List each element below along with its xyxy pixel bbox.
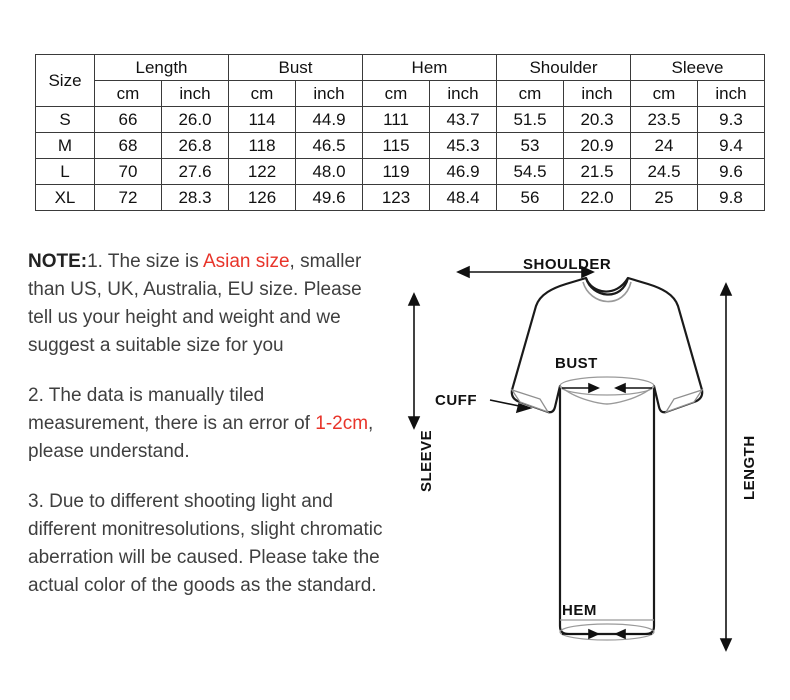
notes-section [28, 248, 388, 622]
note-1-pre: 1. The size is [87, 251, 203, 272]
table-cell: 46.9 [430, 159, 497, 185]
table-cell: 111 [363, 107, 430, 133]
table-cell: 20.9 [564, 133, 631, 159]
table-cell: 9.4 [698, 133, 765, 159]
table-cell: 48.4 [430, 185, 497, 211]
table-row [36, 159, 765, 185]
table-cell: 115 [363, 133, 430, 159]
cuff-label: CUFF [435, 392, 477, 409]
table-cell: 114 [229, 107, 296, 133]
note-item-3: 3. Due to different shooting light and different monitresolutions, slight chromatic aberration will be caused. Please take the actual color of the goods as the standard. [28, 491, 383, 596]
table-cell: 43.7 [430, 107, 497, 133]
table-cell: 27.6 [162, 159, 229, 185]
table-cell: 66 [95, 107, 162, 133]
table-unit-cell: inch [564, 81, 631, 107]
table-corner-size-label: Size [36, 55, 95, 107]
table-cell: 68 [95, 133, 162, 159]
bust-label: BUST [555, 355, 598, 372]
table-cell: 26.0 [162, 107, 229, 133]
size-chart-table [35, 54, 765, 211]
note-2-highlight: 1-2cm [315, 413, 369, 434]
table-unit-cell: inch [698, 81, 765, 107]
table-cell: 122 [229, 159, 296, 185]
table-group-header-bust: Bust [229, 55, 363, 81]
table-unit-cell: cm [95, 81, 162, 107]
shoulder-label: SHOULDER [523, 256, 612, 273]
table-row [36, 185, 765, 211]
table-cell: 25 [631, 185, 698, 211]
table-cell: 21.5 [564, 159, 631, 185]
table-cell: 20.3 [564, 107, 631, 133]
table-unit-cell: inch [430, 81, 497, 107]
table-cell: 24 [631, 133, 698, 159]
table-cell: 24.5 [631, 159, 698, 185]
length-label: LENGTH [741, 435, 758, 500]
table-group-header-shoulder: Shoulder [497, 55, 631, 81]
table-cell: 126 [229, 185, 296, 211]
table-group-header-length: Length [95, 55, 229, 81]
note-2-post: , please understand. [28, 413, 374, 462]
table-group-header-hem: Hem [363, 55, 497, 81]
sleeve-arrow [409, 294, 419, 428]
length-arrow [721, 284, 731, 650]
table-unit-cell: cm [631, 81, 698, 107]
tshirt-measurement-diagram [390, 250, 780, 680]
table-cell: 26.8 [162, 133, 229, 159]
table-cell: 22.0 [564, 185, 631, 211]
table-unit-cell: cm [497, 81, 564, 107]
table-row [36, 133, 765, 159]
table-cell: 9.8 [698, 185, 765, 211]
size-chart-table-container [35, 54, 765, 211]
table-cell: 44.9 [296, 107, 363, 133]
table-units-row [36, 81, 765, 107]
note-item-1 [28, 248, 388, 360]
table-unit-cell: inch [296, 81, 363, 107]
tshirt-body-outline [512, 278, 702, 634]
table-cell: 123 [363, 185, 430, 211]
table-group-header-sleeve: Sleeve [631, 55, 765, 81]
table-row [36, 107, 765, 133]
table-cell: 45.3 [430, 133, 497, 159]
note-item-2 [28, 382, 388, 466]
table-cell: 28.3 [162, 185, 229, 211]
table-unit-cell: inch [162, 81, 229, 107]
table-row-size-label: L [36, 159, 95, 185]
note-2-pre: 2. The data is manually tiled measurement, there is an error of [28, 385, 316, 434]
table-header-row [36, 55, 765, 81]
table-cell: 118 [229, 133, 296, 159]
table-unit-cell: cm [363, 81, 430, 107]
table-cell: 119 [363, 159, 430, 185]
table-row-size-label: S [36, 107, 95, 133]
table-cell: 70 [95, 159, 162, 185]
table-cell: 48.0 [296, 159, 363, 185]
note-label: NOTE: [28, 251, 88, 272]
table-cell: 53 [497, 133, 564, 159]
table-unit-cell: cm [229, 81, 296, 107]
table-row-size-label: XL [36, 185, 95, 211]
table-cell: 49.6 [296, 185, 363, 211]
hem-label: HEM [562, 602, 597, 619]
note-1-highlight: Asian size [202, 251, 290, 272]
table-cell: 9.6 [698, 159, 765, 185]
table-cell: 51.5 [497, 107, 564, 133]
table-cell: 9.3 [698, 107, 765, 133]
table-row-size-label: M [36, 133, 95, 159]
note-1-post: , smaller than US, UK, Australia, EU size. Please tell us your height and weight and we suggest a suitable size for you [28, 251, 362, 356]
table-cell: 56 [497, 185, 564, 211]
sleeve-label: SLEEVE [418, 429, 435, 492]
table-cell: 46.5 [296, 133, 363, 159]
table-cell: 23.5 [631, 107, 698, 133]
table-cell: 54.5 [497, 159, 564, 185]
table-cell: 72 [95, 185, 162, 211]
